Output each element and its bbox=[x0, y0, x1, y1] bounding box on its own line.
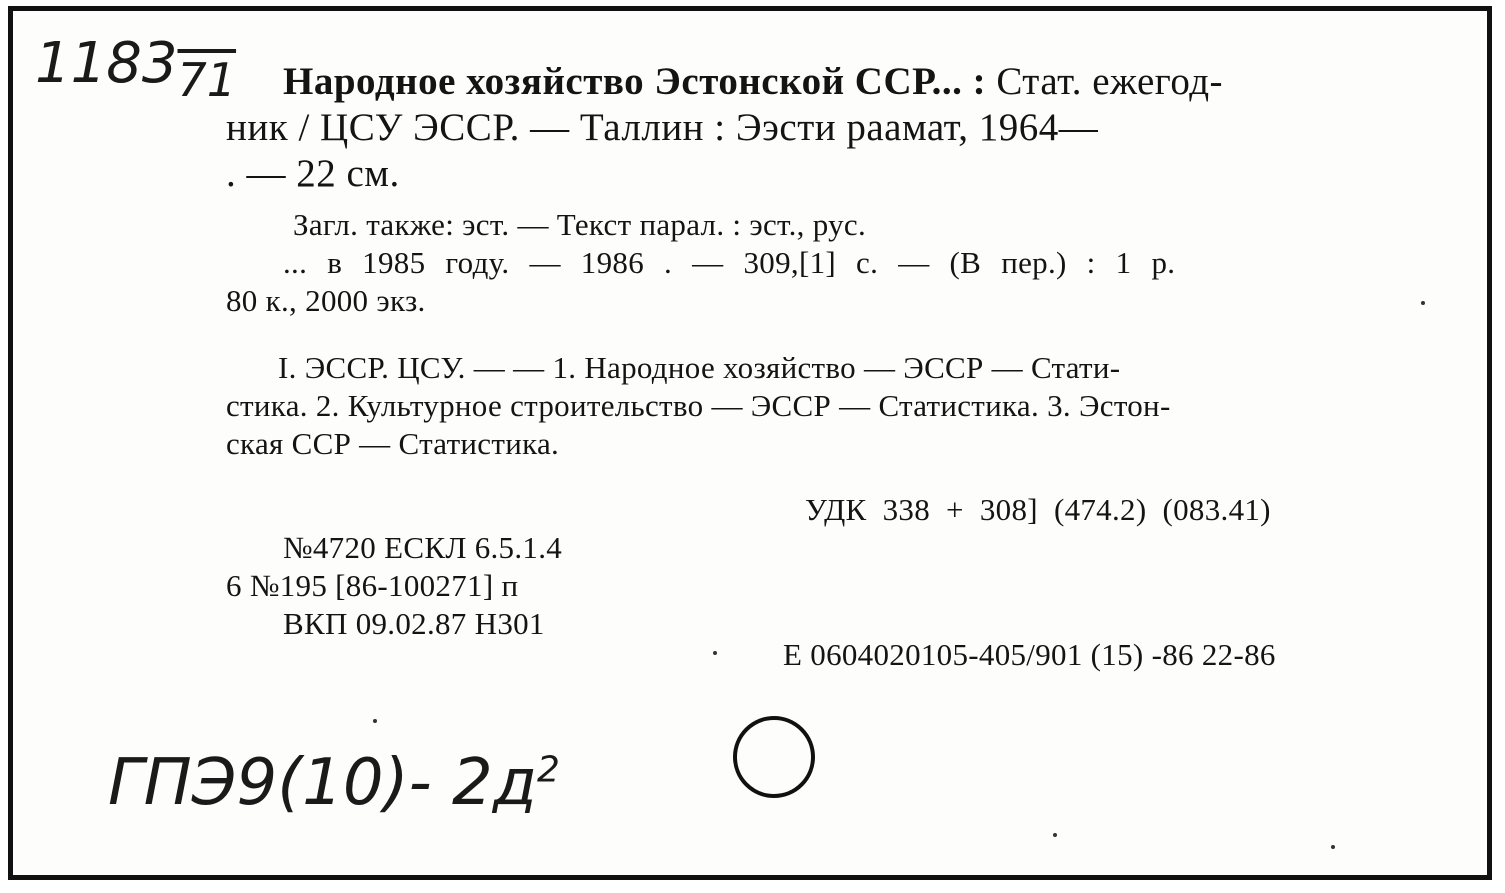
ink-speck bbox=[1053, 833, 1057, 837]
index-code: Е 0604020105-405/901 (15) -86 22-86 bbox=[783, 637, 1276, 672]
note-line-2: ... в 1985 году. — 1986 . — 309,[1] с. — (В пер.) : 1 р. bbox=[283, 245, 1176, 280]
udk-classification: УДК 338 + 308] (474.2) (083.41) bbox=[805, 492, 1271, 527]
title-continuation: Стат. ежегод- bbox=[986, 60, 1224, 103]
title-line-1 bbox=[283, 59, 1223, 104]
title-main: Народное хозяйство Эстонской ССР... : bbox=[283, 60, 987, 103]
subjects-line-2: стика. 2. Культурное строительство — ЭССР — Статистика. 3. Эстон- bbox=[226, 388, 1171, 423]
handwritten-shelf-mark-main: ГПЭ9(10)- 2д bbox=[108, 746, 537, 820]
ink-speck bbox=[1421, 301, 1425, 305]
catalog-line-3: ВКП 09.02.87 Н301 bbox=[283, 606, 545, 641]
handwritten-call-number-fraction: 71 bbox=[177, 53, 237, 107]
note-line-3: 80 к., 2000 экз. bbox=[226, 283, 426, 318]
catalog-line-2: 6 №195 [86-100271] п bbox=[226, 568, 519, 603]
note-line-1: Загл. также: эст. — Текст парал. : эст., рус. bbox=[293, 207, 867, 242]
title-line-2: ник / ЦСУ ЭССР. — Таллин : Ээсти раамат, 1964— bbox=[226, 106, 1099, 149]
handwritten-call-number-main: 1183 bbox=[35, 31, 178, 96]
subjects-line-3: ская ССР — Статистика. bbox=[226, 426, 560, 461]
ink-speck bbox=[1331, 845, 1335, 849]
catalog-line-1: №4720 ЕСКЛ 6.5.1.4 bbox=[283, 530, 563, 565]
handwritten-shelf-mark bbox=[108, 746, 560, 820]
handwritten-shelf-mark-sup: 2 bbox=[536, 749, 560, 791]
subjects-line-1: I. ЭССР. ЦСУ. — — 1. Народное хозяйство — ЭССР — Стати- bbox=[278, 350, 1121, 385]
title-line-3: . — 22 см. bbox=[226, 152, 400, 195]
circle-stamp bbox=[733, 716, 815, 798]
ink-speck bbox=[713, 651, 717, 655]
catalog-card bbox=[8, 6, 1492, 880]
handwritten-call-number bbox=[35, 31, 237, 107]
ink-speck bbox=[373, 719, 377, 723]
